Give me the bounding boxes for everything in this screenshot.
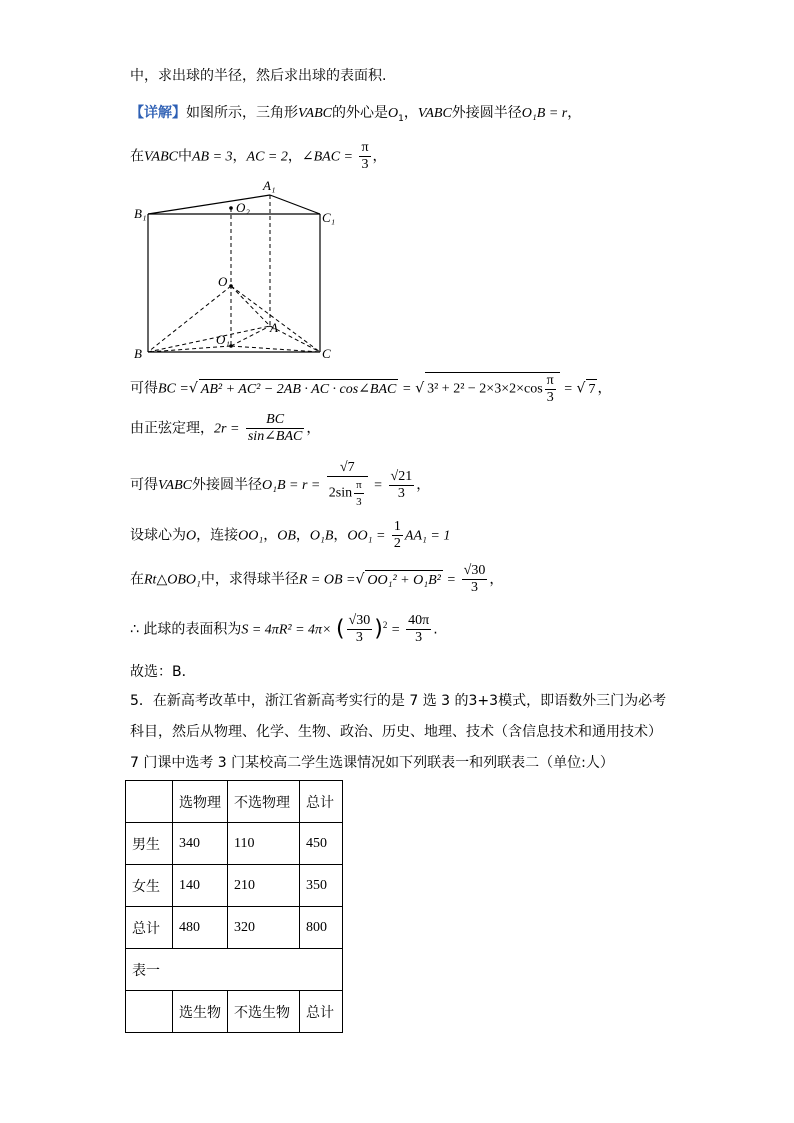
question-5-line-3: 7 门课中选考 3 门某校高二学生选课情况如下列联表一和列联表二（单位:人） [130, 755, 614, 771]
label-A1: A₁ [263, 178, 276, 193]
label-C1: C₁ [322, 210, 336, 225]
table-row [126, 865, 343, 907]
table-cell: 选物理 [173, 781, 228, 823]
table-cell: 320 [228, 907, 300, 949]
text-line-9: ∴ 此球的表面积为S = 4πR² = 4π× ( $\frac{√30}{3}$ )$^2$ = $\frac{40\pi}{3}$ . [130, 613, 438, 645]
question-5-line-1: 5．在新高考改革中，浙江省新高考实行的是 7 选 3 的3+3模式，即语数外三门为必考 [130, 693, 667, 709]
prism-sphere-figure [130, 176, 350, 366]
table-cell: 140 [173, 865, 228, 907]
label-A: A [270, 320, 278, 335]
text-line-6: 可得VABC外接圆半径O₁B = r = √7 2sin $\frac{\pi}{3}$ = $\frac{√21}{3}$ ， [130, 460, 431, 508]
table-header-row-2 [126, 991, 343, 1033]
label-O2: O₂ [236, 200, 250, 215]
table-cell: 选生物 [173, 991, 228, 1033]
contingency-table [125, 780, 343, 1033]
table-cell [126, 781, 173, 823]
text-line-5: 由正弦定理，2r = $\frac{BC}{\text{sin∠BAC}}$ ， [130, 412, 321, 444]
answer-line: 故选：B． [130, 664, 196, 680]
text-line-4: 可得BC =√ AB² + AC² − 2AB · AC · cos∠BAC = √ 3² + 2² − 2×3×2×cos $\frac{\pi}{3}$ = √ 7 ， [130, 373, 612, 405]
table-header-row [126, 781, 343, 823]
table-cell: 350 [300, 865, 343, 907]
detail-tag: 【详解】 [130, 105, 186, 121]
table-cell: 480 [173, 907, 228, 949]
question-5-line-2: 科目，然后从物理、化学、生物、政治、历史、地理、技术（含信息技术和通用技术） [130, 724, 662, 740]
text-line-3: 在VABC中AB = 3，AC = 2，∠BAC = $\frac{\pi}{3}$ ， [130, 140, 387, 172]
label-O: O [218, 274, 228, 289]
table-cell: 210 [228, 865, 300, 907]
table-cell [126, 991, 173, 1033]
table-cell: 总计 [300, 781, 343, 823]
table-cell: 800 [300, 907, 343, 949]
pi-over-3-fraction: $\frac{\pi}{3}$ [361, 140, 369, 172]
table-cell: 女生 [126, 865, 173, 907]
table-cell: 110 [228, 823, 300, 865]
table-cell: 不选物理 [228, 781, 300, 823]
text-line-8: 在Rt△OBO₁中，求得球半径R = OB =√ OO₁² + O₁B² = $\frac{√30}{3}$ ， [130, 563, 504, 595]
table-cell: 不选生物 [228, 991, 300, 1033]
table-cell: 340 [173, 823, 228, 865]
table-row [126, 907, 343, 949]
text-line-7: 设球心为O，连接OO₁，OB，O₁B，OO₁ = $\frac{1}{2}$ AA₁ = 1 [130, 519, 451, 551]
table-cell: 总计 [300, 991, 343, 1033]
table-caption-row [126, 949, 343, 991]
text-line-2: 【详解】如图所示，三角形VABC的外心是$O_1$，VABC外接圆半径O₁B = r， [130, 105, 582, 124]
sqrt-expression: 3² + 2² − 2×3×2×cos $\frac{\pi}{3}$ [425, 372, 560, 406]
table-row [126, 823, 343, 865]
label-O1: O₁ [216, 332, 230, 347]
label-B1: B₁ [134, 206, 147, 221]
text-line-1: 中，求出球的半径，然后求出球的表面积. [130, 68, 387, 84]
label-B: B [134, 346, 142, 361]
table-caption: 表一 [126, 949, 343, 991]
table-cell: 男生 [126, 823, 173, 865]
table-cell: 总计 [126, 907, 173, 949]
table-cell: 450 [300, 823, 343, 865]
label-C: C [322, 346, 331, 361]
